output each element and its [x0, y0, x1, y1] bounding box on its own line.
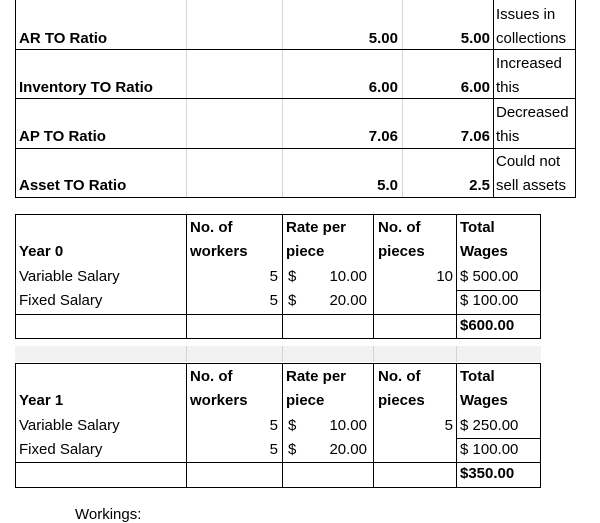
grid-line	[15, 363, 541, 364]
grid-line	[282, 0, 283, 198]
ratio-value: 7.06	[460, 128, 490, 145]
header-wages: Total	[460, 219, 495, 236]
currency-symbol: $	[288, 417, 297, 434]
row-label: Fixed Salary	[19, 441, 103, 458]
grid-line	[186, 346, 187, 362]
pieces-value: 5	[444, 417, 453, 434]
total-wages: $350.00	[460, 465, 515, 482]
rate-value: 10.00	[329, 268, 367, 285]
ratio-value: 5.00	[368, 30, 398, 47]
grid-line	[373, 346, 374, 362]
ratio-value: 2.5	[469, 177, 490, 194]
grid-line	[373, 214, 374, 339]
row-label: Fixed Salary	[19, 292, 103, 309]
grid-line	[15, 214, 541, 215]
header-pieces: pieces	[378, 243, 425, 260]
grid-line	[15, 197, 576, 198]
grid-line	[15, 363, 16, 488]
pieces-value: 10	[436, 268, 453, 285]
grid-line	[186, 214, 187, 339]
ratio-value: 6.00	[368, 79, 398, 96]
ratio-note: this	[496, 128, 520, 145]
ratio-note: this	[496, 79, 520, 96]
grid-line	[15, 49, 576, 50]
ratio-note: Could not	[496, 153, 561, 170]
grid-line	[456, 214, 457, 339]
grid-line	[15, 0, 16, 198]
currency-symbol: $	[288, 268, 297, 285]
grid-line	[282, 363, 283, 488]
ratio-note: Increased	[496, 55, 562, 72]
ratio-note: Decreased	[496, 104, 569, 121]
currency-symbol: $	[288, 441, 297, 458]
header-rate: piece	[286, 392, 325, 409]
grid-line	[456, 438, 541, 439]
grid-line	[282, 214, 283, 339]
grid-line	[15, 98, 576, 99]
header-rate: piece	[286, 243, 325, 260]
ratio-value: 6.00	[460, 79, 490, 96]
grid-line	[15, 487, 541, 488]
grid-line	[493, 0, 494, 198]
header-workers: No. of	[190, 368, 233, 385]
header-rate: Rate per	[286, 219, 347, 236]
grid-line	[540, 214, 541, 339]
workers-value: 5	[269, 441, 278, 458]
grid-line	[540, 363, 541, 488]
wages-value: $ 250.00	[460, 417, 519, 434]
workers-value: 5	[269, 292, 278, 309]
header-wages: Wages	[460, 243, 508, 260]
grid-line	[456, 363, 457, 488]
spacer-row	[15, 346, 541, 362]
grid-line	[15, 148, 576, 149]
ratio-label: AP TO Ratio	[19, 128, 106, 145]
header-workers: workers	[190, 243, 248, 260]
wages-value: $ 100.00	[460, 441, 519, 458]
rate-value: 20.00	[329, 441, 367, 458]
header-pieces: No. of	[378, 368, 421, 385]
grid-line	[15, 314, 541, 315]
header-pieces: No. of	[378, 219, 421, 236]
row-label: Variable Salary	[19, 268, 120, 285]
wages-value: $ 100.00	[460, 292, 519, 309]
rate-value: 10.00	[329, 417, 367, 434]
workers-value: 5	[269, 268, 278, 285]
ratio-value: 7.06	[368, 128, 398, 145]
wages-value: $ 500.00	[460, 268, 519, 285]
header-workers: No. of	[190, 219, 233, 236]
ratio-label: AR TO Ratio	[19, 30, 108, 47]
header-wages: Total	[460, 368, 495, 385]
grid-line	[575, 0, 576, 198]
ratio-value: 5.0	[377, 177, 398, 194]
grid-line	[15, 338, 541, 339]
year-title: Year 0	[19, 243, 64, 260]
rate-value: 20.00	[329, 292, 367, 309]
header-workers: workers	[190, 392, 248, 409]
grid-line	[373, 363, 374, 488]
grid-line	[15, 462, 541, 463]
grid-line	[15, 214, 16, 339]
currency-symbol: $	[288, 292, 297, 309]
grid-line	[186, 0, 187, 198]
ratio-note: collections	[496, 30, 567, 47]
grid-line	[456, 290, 541, 291]
workings-label: Workings:	[75, 506, 142, 523]
workers-value: 5	[269, 417, 278, 434]
ratio-label: Inventory TO Ratio	[19, 79, 153, 96]
header-rate: Rate per	[286, 368, 347, 385]
ratio-label: Asset TO Ratio	[19, 177, 127, 194]
ratio-note: Issues in	[496, 6, 556, 23]
total-wages: $600.00	[460, 317, 515, 334]
grid-line	[282, 346, 283, 362]
ratio-value: 5.00	[460, 30, 490, 47]
header-wages: Wages	[460, 392, 508, 409]
year-title: Year 1	[19, 392, 64, 409]
grid-line	[402, 0, 403, 198]
grid-line	[456, 346, 457, 362]
header-pieces: pieces	[378, 392, 425, 409]
grid-line	[186, 363, 187, 488]
ratio-note: sell assets	[496, 177, 567, 194]
row-label: Variable Salary	[19, 417, 120, 434]
